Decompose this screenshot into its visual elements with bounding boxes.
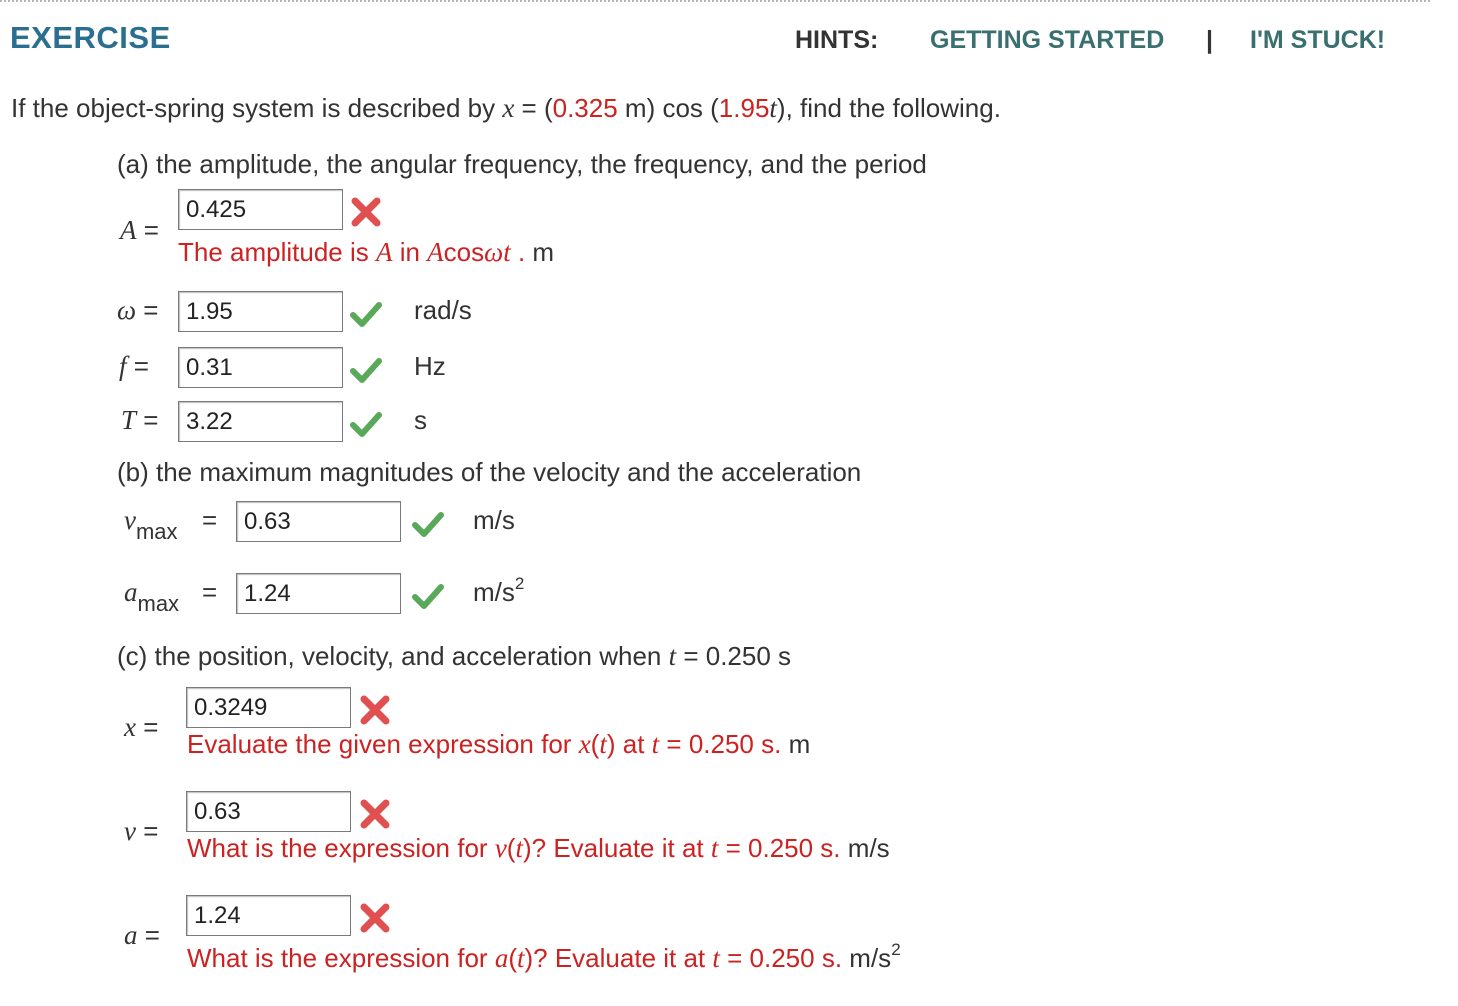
incorrect-x-icon <box>357 796 393 832</box>
exercise-title: EXERCISE <box>10 20 171 55</box>
correct-check-icon <box>348 296 384 332</box>
problem-eq: = ( <box>514 93 553 123</box>
correct-check-icon <box>348 406 384 442</box>
top-dotted-divider <box>0 0 1430 2</box>
acceleration-input[interactable]: 1.24 <box>186 895 351 936</box>
velocity-feedback: What is the expression for v(t)? Evaluate it at t = 0.250 s. m/s <box>187 833 890 863</box>
vmax-equals: = <box>202 505 218 535</box>
vmax-input[interactable]: 0.63 <box>236 501 401 542</box>
amax-unit: $m/s^2$ <box>473 574 525 607</box>
position-feedback: Evaluate the given expression for x(t) at t = 0.250 s. m <box>187 729 811 759</box>
period-input[interactable]: 3.22 <box>178 401 343 442</box>
hints-label: HINTS: <box>795 26 879 54</box>
amax-label: $a_{max}$ <box>124 577 180 616</box>
omega-input[interactable]: 1.95 <box>178 291 343 332</box>
frequency-label: f = <box>119 351 149 381</box>
frequency-input[interactable]: 0.31 <box>178 347 343 388</box>
position-label: x = <box>124 712 159 742</box>
vmax-label: $v_{max}$ <box>124 505 178 544</box>
part-c-prompt: (c) the position, velocity, and acceleration when t = 0.250 s <box>117 641 792 671</box>
hint-getting-started-link[interactable]: GETTING STARTED <box>930 26 1165 54</box>
velocity-unit: m/s <box>847 833 890 863</box>
correct-check-icon <box>348 352 384 388</box>
period-label: T = <box>121 405 159 435</box>
amax-equals: = <box>202 577 218 607</box>
problem-mid: m) cos ( <box>617 93 719 123</box>
problem-x-var: x <box>502 93 515 123</box>
omega-unit: rad/s <box>414 295 472 325</box>
incorrect-x-icon <box>348 194 384 230</box>
problem-suffix: ), find the following. <box>776 93 1001 123</box>
frequency-unit: Hz <box>414 351 446 381</box>
vmax-unit: m/s <box>473 505 515 535</box>
velocity-label: v = <box>124 816 159 846</box>
hint-separator: | <box>1206 26 1213 54</box>
omega-label: ω = <box>117 295 159 325</box>
incorrect-x-icon <box>357 692 393 728</box>
amplitude-label: A = <box>120 215 159 245</box>
velocity-input[interactable]: 0.63 <box>186 791 351 832</box>
period-unit: s <box>414 405 427 435</box>
position-input[interactable]: 0.3249 <box>186 687 351 728</box>
acceleration-feedback: What is the expression for a(t)? Evaluate it at t = 0.250 s. $m/s^2$ <box>187 940 901 973</box>
problem-t-var: t <box>769 93 777 123</box>
problem-statement <box>11 93 1001 124</box>
hint-im-stuck-link[interactable]: I'M STUCK! <box>1250 26 1386 54</box>
part-b-prompt: (b) the maximum magnitudes of the velocity and the acceleration <box>117 457 862 487</box>
amplitude-unit: m <box>532 237 555 267</box>
amplitude-input[interactable]: 0.425 <box>178 189 343 230</box>
incorrect-x-icon <box>357 900 393 936</box>
correct-check-icon <box>410 578 446 614</box>
problem-omega-value: 1.95 <box>718 93 770 123</box>
problem-prefix: If the object-spring system is described by <box>11 93 503 123</box>
amplitude-feedback: The amplitude is A in Acosωt . m <box>178 237 555 267</box>
part-a-prompt: (a) the amplitude, the angular frequency, the frequency, and the period <box>117 149 927 179</box>
acceleration-label: a = <box>124 920 160 950</box>
correct-check-icon <box>410 506 446 542</box>
acceleration-unit: $m/s^2$ <box>849 940 901 973</box>
position-unit: m <box>788 729 811 759</box>
amax-input[interactable]: 1.24 <box>236 573 401 614</box>
problem-amplitude-value: 0.325 <box>552 93 618 123</box>
